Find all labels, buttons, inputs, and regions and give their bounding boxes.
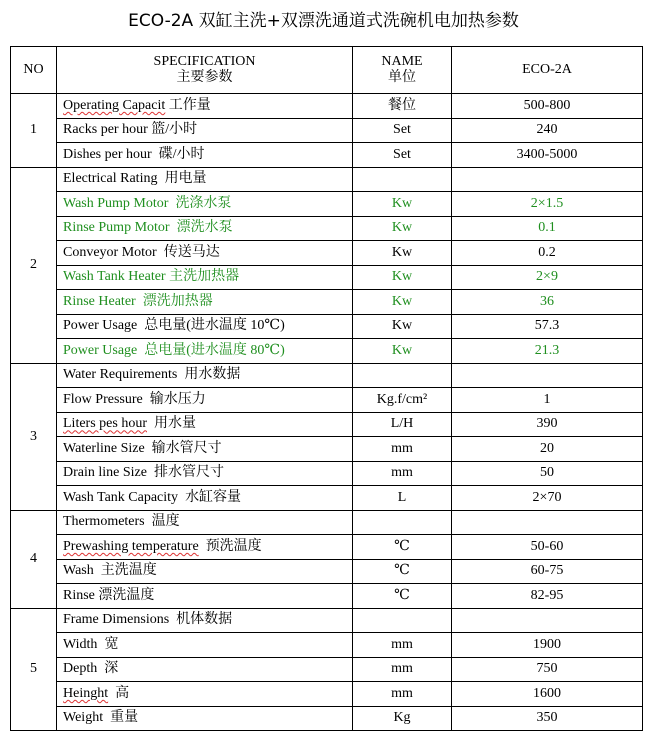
unit-cell: Kw: [353, 339, 452, 364]
spec-english: Weight: [63, 710, 104, 726]
spec-chinese: 碟/小时: [151, 146, 205, 162]
spec-chinese: 主洗温度: [93, 563, 157, 579]
spec-cell: [57, 412, 353, 437]
table-row: [11, 216, 643, 241]
spec-chinese: 重量: [103, 710, 139, 726]
unit-cell: Kw: [353, 192, 452, 217]
unit-cell: Kg: [353, 706, 452, 731]
header-model: ECO-2A: [452, 47, 643, 94]
spec-english: Waterline Size: [63, 440, 145, 456]
spec-cell: [57, 192, 353, 217]
spec-cell: [57, 584, 353, 609]
spec-english: Prewashing temperature: [63, 538, 199, 554]
spec-english: Wash: [63, 563, 94, 579]
value-cell: 390: [452, 412, 643, 437]
header-unit-en: NAME: [381, 54, 423, 69]
unit-cell: Set: [353, 118, 452, 143]
spec-chinese: 传送马达: [156, 244, 220, 260]
spec-cell: [57, 657, 353, 682]
value-cell: 20: [452, 437, 643, 462]
spec-chinese: 机体数据: [169, 612, 233, 628]
spec-chinese: 总电量(进水温度 80℃): [137, 342, 285, 358]
table-row: [11, 584, 643, 609]
header-unit-cn: 单位: [388, 70, 416, 85]
spec-english: Wash Pump Motor: [63, 195, 169, 211]
spec-english: Depth: [63, 661, 98, 677]
table-row: [11, 633, 643, 658]
spec-chinese: 用水数据: [177, 367, 241, 383]
spec-english: Operating Capacit: [63, 97, 166, 113]
unit-cell: mm: [353, 657, 452, 682]
table-row: [11, 682, 643, 707]
spec-english: Dishes per hour: [63, 146, 152, 162]
spec-chinese: 主洗加热器: [165, 269, 240, 285]
unit-cell: [353, 167, 452, 192]
spec-cell: [57, 216, 353, 241]
table-row: [11, 192, 643, 217]
unit-cell: Kw: [353, 290, 452, 315]
spec-chinese: 洗涤水泵: [168, 195, 232, 211]
value-cell: 1600: [452, 682, 643, 707]
table-row: [11, 241, 643, 266]
spec-cell: [57, 559, 353, 584]
unit-cell: mm: [353, 461, 452, 486]
table-row: [11, 265, 643, 290]
unit-cell: ℃: [353, 584, 452, 609]
table-row: [11, 559, 643, 584]
table-row: [11, 339, 643, 364]
header-spec-cn: 主要参数: [176, 70, 233, 85]
spec-english: Liters pes hour: [63, 416, 147, 432]
spec-chinese: 输水管尺寸: [144, 440, 222, 456]
spec-chinese: 温度: [144, 514, 180, 530]
table-row: [11, 363, 643, 388]
spec-chinese: 预洗温度: [198, 538, 262, 554]
spec-cell: [57, 363, 353, 388]
value-cell: 2×9: [452, 265, 643, 290]
spec-cell: [57, 167, 353, 192]
table-row: [11, 167, 643, 192]
spec-english: Electrical Rating: [63, 171, 158, 187]
spec-cell: [57, 535, 353, 560]
spec-english: Thermometers: [63, 514, 145, 530]
unit-cell: mm: [353, 633, 452, 658]
spec-english: Conveyor Motor: [63, 244, 157, 260]
document-title: ECO-2A 双缸主洗+双漂洗通道式洗碗机电加热参数: [128, 11, 519, 31]
spec-english: Flow Pressure: [63, 391, 143, 407]
group-number: 5: [11, 608, 57, 731]
spec-english: Width: [63, 636, 98, 652]
value-cell: 500-800: [452, 94, 643, 119]
spec-english: Drain line Size: [63, 465, 147, 481]
spec-english: Racks per hour: [63, 122, 148, 138]
spec-cell: [57, 510, 353, 535]
value-cell: 60-75: [452, 559, 643, 584]
spec-cell: [57, 339, 353, 364]
unit-cell: L: [353, 486, 452, 511]
spec-english: Heinght: [63, 685, 109, 701]
spec-cell: [57, 314, 353, 339]
value-cell: 82-95: [452, 584, 643, 609]
spec-cell: [57, 265, 353, 290]
spec-english: Power Usage: [63, 342, 138, 358]
unit-cell: ℃: [353, 559, 452, 584]
unit-cell: 餐位: [353, 94, 452, 119]
value-cell: 3400-5000: [452, 143, 643, 168]
table-row: [11, 657, 643, 682]
value-cell: 1: [452, 388, 643, 413]
spec-english: Power Usage: [63, 318, 138, 334]
value-cell: 2×70: [452, 486, 643, 511]
table-row: [11, 608, 643, 633]
table-row: [11, 314, 643, 339]
spec-english: Rinse Heater: [63, 293, 136, 309]
value-cell: [452, 363, 643, 388]
spec-chinese: 深: [97, 661, 119, 677]
spec-cell: [57, 388, 353, 413]
table-row: [11, 94, 643, 119]
unit-cell: Kw: [353, 265, 452, 290]
spec-chinese: 漂洗温度: [94, 587, 155, 603]
unit-cell: Kw: [353, 314, 452, 339]
header-unit: [353, 47, 452, 94]
unit-cell: [353, 608, 452, 633]
value-cell: 240: [452, 118, 643, 143]
spec-chinese: 排水管尺寸: [146, 465, 224, 481]
table-row: [11, 461, 643, 486]
table-row: [11, 535, 643, 560]
value-cell: 36: [452, 290, 643, 315]
spec-chinese: 水缸容量: [178, 489, 242, 505]
spec-chinese: 篮/小时: [147, 122, 198, 138]
header-spec-en: SPECIFICATION: [153, 54, 256, 69]
spec-cell: [57, 461, 353, 486]
spec-chinese: 工作量: [165, 97, 211, 113]
spec-cell: [57, 118, 353, 143]
value-cell: 21.3: [452, 339, 643, 364]
spec-english: Frame Dimensions: [63, 612, 170, 628]
table-row: [11, 706, 643, 731]
spec-chinese: 用电量: [157, 171, 207, 187]
group-number: 2: [11, 167, 57, 363]
table-row: [11, 486, 643, 511]
spec-chinese: 漂洗水泵: [169, 220, 233, 236]
unit-cell: Kw: [353, 216, 452, 241]
header-no: NO: [11, 47, 57, 94]
header-spec: [57, 47, 353, 94]
group-number: 1: [11, 94, 57, 168]
table-body: [11, 94, 643, 731]
table-row: [11, 143, 643, 168]
unit-cell: Set: [353, 143, 452, 168]
value-cell: 350: [452, 706, 643, 731]
spec-cell: [57, 94, 353, 119]
unit-cell: mm: [353, 682, 452, 707]
spec-chinese: 用水量: [146, 416, 196, 432]
table-row: [11, 510, 643, 535]
table-row: [11, 437, 643, 462]
spec-chinese: 高: [108, 685, 130, 701]
spec-cell: [57, 143, 353, 168]
spec-cell: [57, 633, 353, 658]
unit-cell: mm: [353, 437, 452, 462]
unit-cell: [353, 510, 452, 535]
table-row: [11, 290, 643, 315]
spec-cell: [57, 608, 353, 633]
unit-cell: Kw: [353, 241, 452, 266]
value-cell: 50: [452, 461, 643, 486]
spec-english: Wash Tank Capacity: [63, 489, 179, 505]
spec-english: Water Requirements: [63, 367, 178, 383]
table-header-row: [11, 47, 643, 94]
table-row: [11, 118, 643, 143]
value-cell: 57.3: [452, 314, 643, 339]
spec-cell: [57, 437, 353, 462]
spec-cell: [57, 706, 353, 731]
group-number: 4: [11, 510, 57, 608]
unit-cell: Kg.f/cm²: [353, 388, 452, 413]
spec-english: Rinse: [63, 587, 95, 603]
spec-chinese: 总电量(进水温度 10℃): [137, 318, 285, 334]
unit-cell: [353, 363, 452, 388]
spec-cell: [57, 486, 353, 511]
spec-cell: [57, 241, 353, 266]
spec-chinese: 输水压力: [142, 391, 206, 407]
spec-chinese: 漂洗加热器: [135, 293, 213, 309]
spec-cell: [57, 290, 353, 315]
value-cell: 750: [452, 657, 643, 682]
spec-english: Wash Tank Heater: [63, 269, 166, 285]
value-cell: 2×1.5: [452, 192, 643, 217]
spec-english: Rinse Pump Motor: [63, 220, 170, 236]
spec-cell: [57, 682, 353, 707]
value-cell: 0.1: [452, 216, 643, 241]
value-cell: 1900: [452, 633, 643, 658]
unit-cell: ℃: [353, 535, 452, 560]
spec-table: [10, 46, 643, 731]
spec-chinese: 宽: [97, 636, 119, 652]
value-cell: 0.2: [452, 241, 643, 266]
group-number: 3: [11, 363, 57, 510]
value-cell: [452, 510, 643, 535]
value-cell: [452, 608, 643, 633]
table-row: [11, 412, 643, 437]
unit-cell: L/H: [353, 412, 452, 437]
table-row: [11, 388, 643, 413]
value-cell: [452, 167, 643, 192]
value-cell: 50-60: [452, 535, 643, 560]
